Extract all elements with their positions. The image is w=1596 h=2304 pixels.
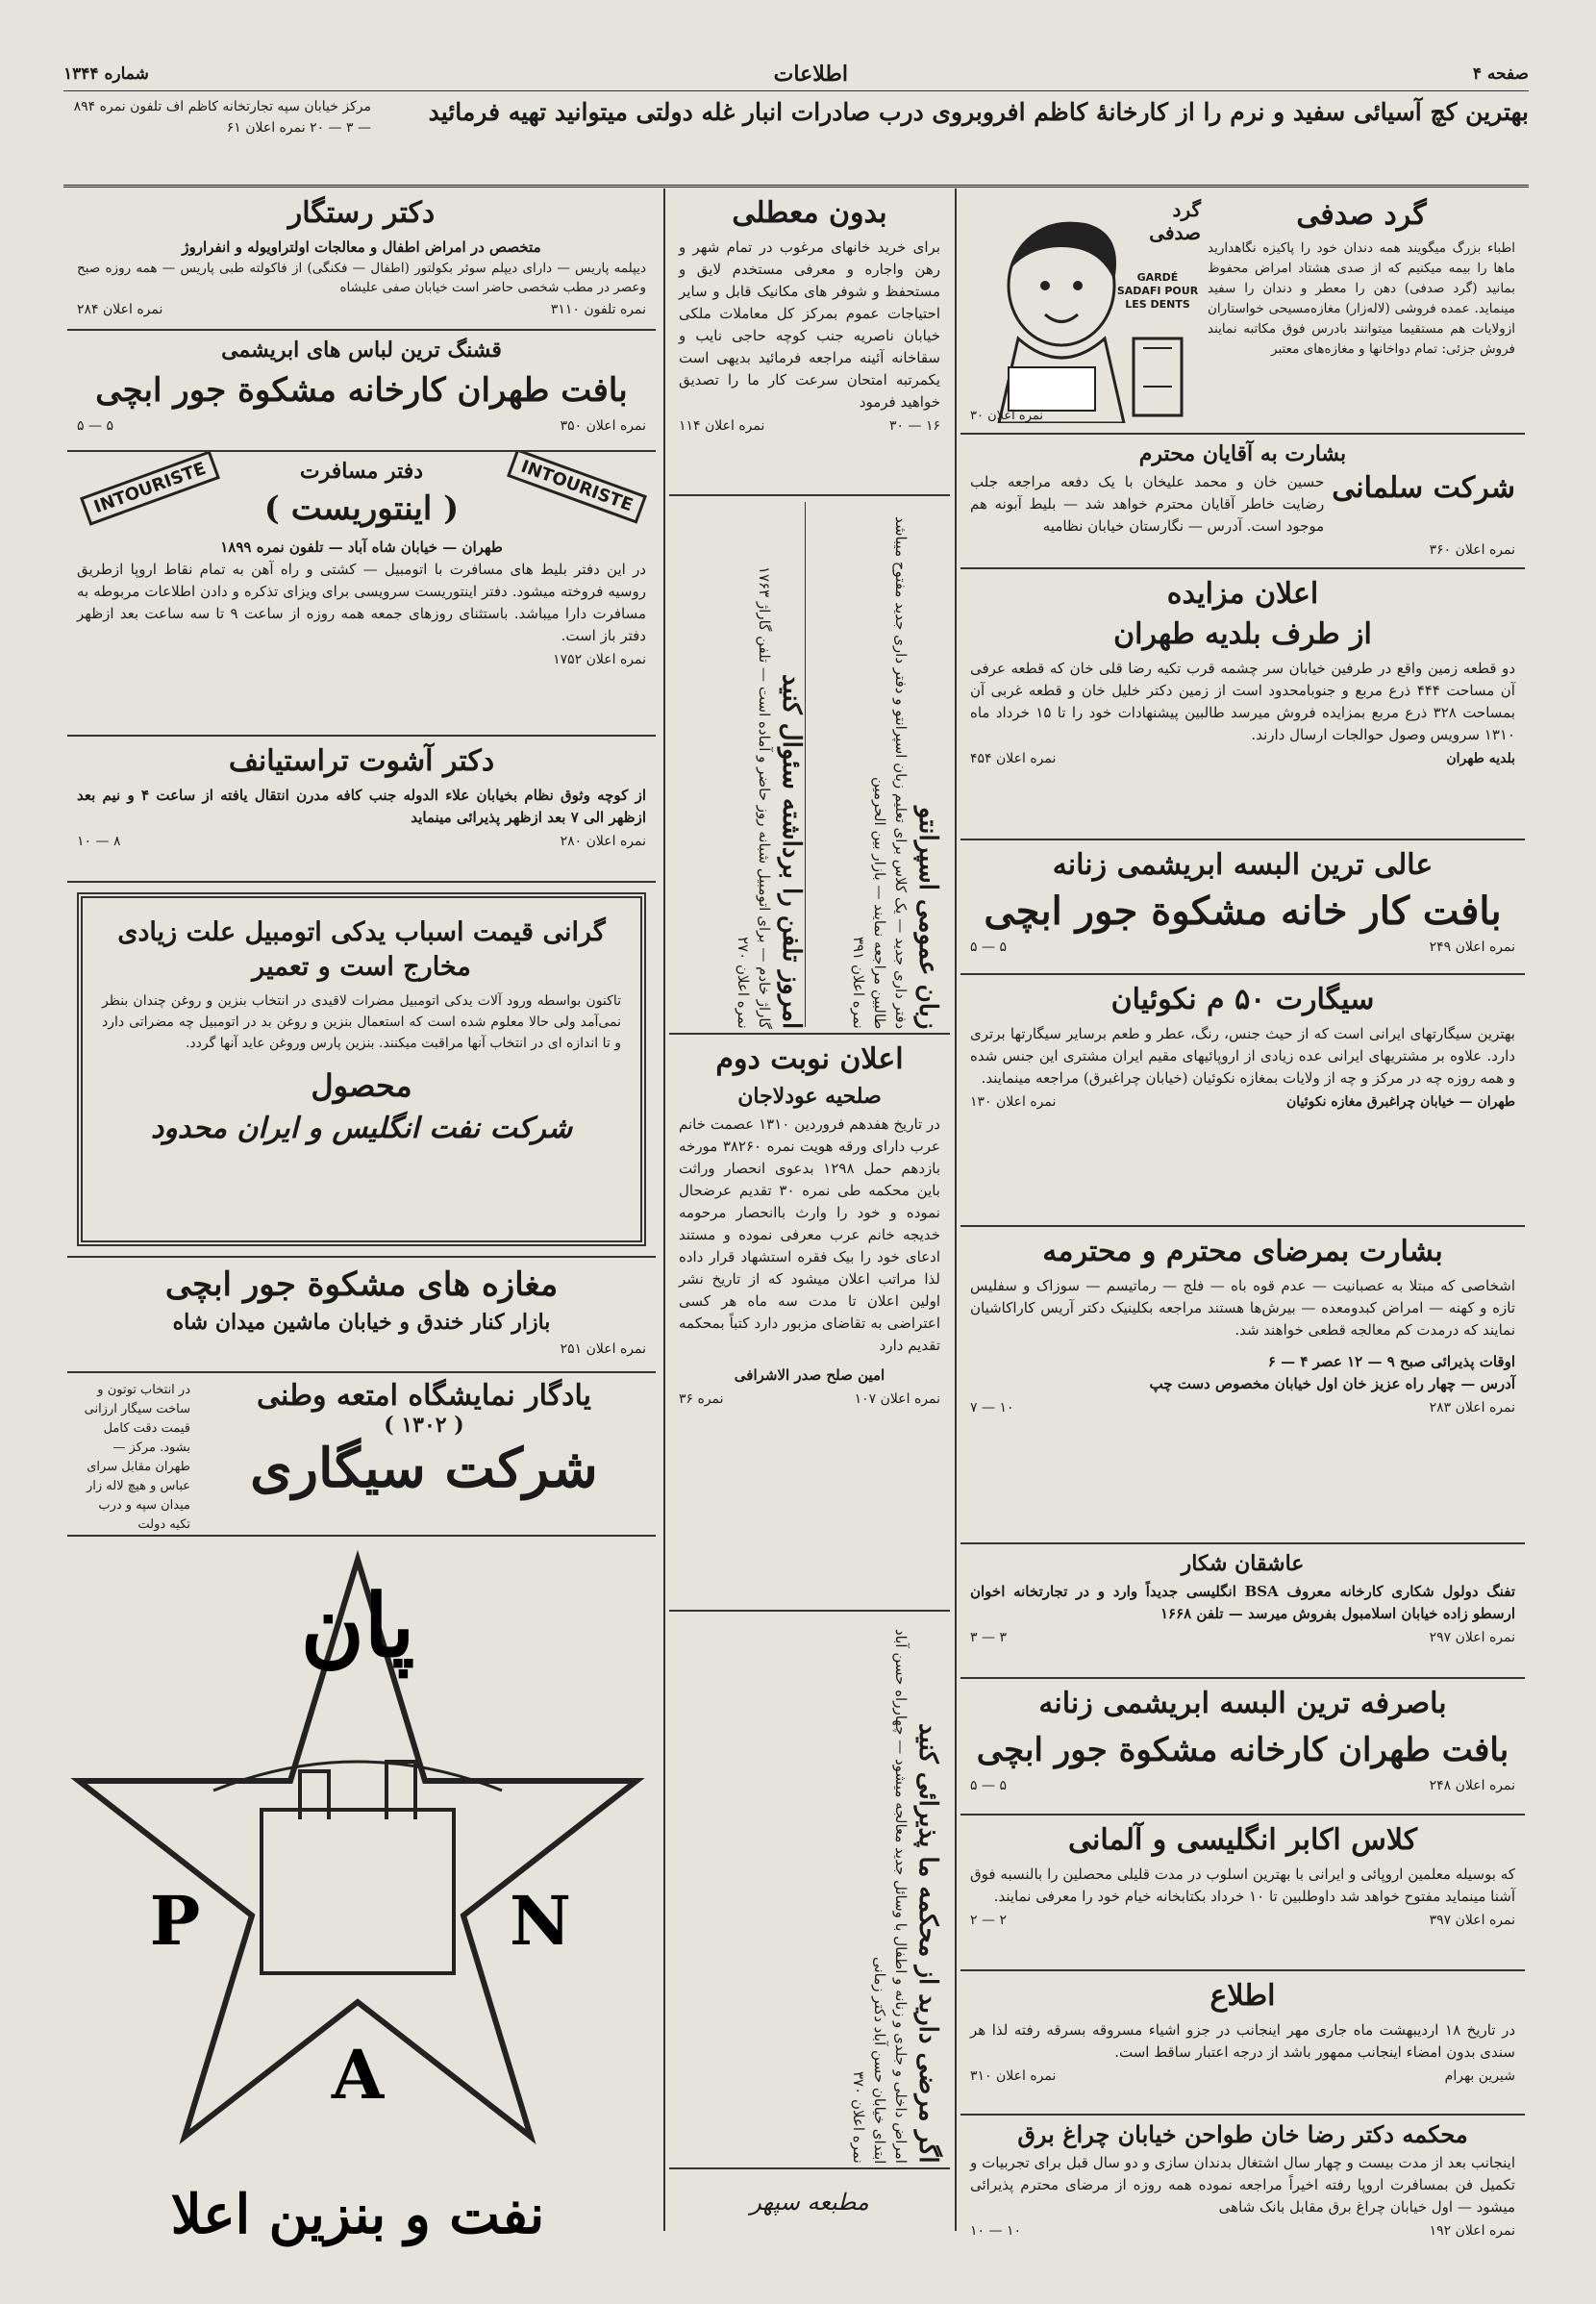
masthead bbox=[63, 58, 1529, 91]
ad-number: نمره اعلان ۴۵۴ bbox=[970, 751, 1057, 766]
ad-title: امروز تلفن را برداشته سئوال کنید bbox=[777, 673, 806, 1029]
ad-body: برای خرید خانهای مرغوب در تمام شهر و رهن واجاره و معرفی مستخدم لایق و مستحفظ و شوفر های مکانیک قابل و سایر احتیاجات عموم بمرکز کل معاملات ملکی خیابان ناصریه جنب کوچه حاجی نایب و سقاخانه آئینه مراجعه فرمائید بدیهی است یکمرتبه امتحان سرعت کار ما را تصدیق خواهید فرمود bbox=[679, 238, 940, 411]
ad-body: حسین خان و محمد علیخان با یک دفعه مراجعه جلب رضایت خاطر آقایان محترم خواهد شد — بلیط آبونه هم موجود است. آدرس — نگارستان خیابان نظامیه bbox=[970, 473, 1325, 535]
ad-number: نمره اعلان ۲۵۱ bbox=[560, 1341, 646, 1357]
middle-column bbox=[663, 188, 954, 2231]
paper-name: اطلاعات bbox=[773, 62, 848, 87]
ad-body: در تاریخ هفدهم فروردین ۱۳۱۰ عصمت خانم عرب دارای ورقه هویت نمره ۳۸۲۶۰ مورخه بازدهم حمل ۱۲۹۸ بدعوی انحصار وراثت باین محکمه طی نمره ۳۰ تقدیم عرضحال نموده و خود را وارث باانحصار مرحومه خدیجه خانم عرب معرفی نموده و مستند ادعای خود را بیک فقره استشهاد قرار داده لذا مراتب اعلان میشود که از تاریخ نشر اولین اعلان تا مدت سه ماه هر کسی اعتراضی به تقاضای مزبور دارد کتباً بمحکمه تقدیم دارد bbox=[679, 1115, 940, 1354]
banner-side-text: مرکز خیابان سپه تجارتخانه کاظم اف تلفون نمره ۸۹۴ — ۳ — ۲۰ نمره اعلان ۶۱ bbox=[73, 99, 371, 136]
pan-letter-p: P bbox=[149, 1881, 201, 1961]
ad-subtitle: صلحیه عودلاجان bbox=[737, 1084, 882, 1109]
ad-body: اشخاصی که مبتلا به عصبانیت — عدم قوه باه — فلج — رماتیسم — سوزاک و سفلیس تازه و کهنه — امراض کبدومعده — بیرش‌ها هستند مراجعه بکلینیک دکتر آریس کاراکاشیان نمایند که درمدت کم معالجه قطعی خواهند شد. bbox=[970, 1277, 1515, 1339]
ad-body: دفتر داری جدید — یک کلاس برای تعلیم زبان اسپرانتو و دفتر داری جدید مفتوح میباشد طالبین مراجعه نمایند — بازار بین الحرمین bbox=[871, 515, 910, 1029]
oil-ad-frame bbox=[77, 892, 646, 1246]
pan-slogan: نفت و بنزین اعلا bbox=[170, 2183, 545, 2246]
ad-number: نمره اعلان ۳۵۰ bbox=[560, 418, 646, 434]
ad-headline: شرکت سلمانی bbox=[1332, 471, 1515, 505]
ad-title: بشارت به آقایان محترم bbox=[1138, 441, 1347, 466]
ad-cigarette-nekouian bbox=[960, 975, 1525, 1227]
ad-body: امراض داخلی و جلدی و زنانه و اطفال با وسائل جدید معالجه میشود — چهارراه حسن آباد ابتدای خیابان حسن آباد دکتر زمانی bbox=[871, 1629, 910, 2164]
page-number: صفحه ۴ bbox=[1472, 64, 1529, 84]
intourist-stamp-left: INTOURISTE bbox=[80, 452, 220, 526]
pan-title: پان bbox=[300, 1575, 415, 1677]
ad-body: در تاریخ ۱۸ اردیبهشت ماه جاری مهر اینجانب در جزو اشیاء مسروقه بسرقه رفته لذا هر سندی بدون امضاء اینجانب ممهور باشد از درجه اعتبار ساقط است. bbox=[970, 2021, 1515, 2061]
ad-clinic-2 bbox=[669, 1617, 944, 2164]
banner-main-text: بهترین کچ آسیائی سفید و نرم را از کارخانهٔ کاظم افروبروی درب صادرات انبار غله دولتی میتوانید تهیه فرمائید bbox=[428, 98, 1529, 126]
ad-title: دکتر رستگار bbox=[287, 196, 436, 230]
ad-anglo-persian-oil bbox=[67, 883, 656, 1258]
ad-number: نمره اعلان ۲۴۸ bbox=[1429, 1778, 1515, 1793]
ad-body: اطباء بزرگ میگویند همه دندان خود را پاکیزه نگاهدارید ماها را بیمه میکنیم که از صدی هشتاد امراض محفوظ بمانید (گرد صدفی) دهن را معطر و دندان را سفید مینماید. عمده فروشی (لاله‌زار) مغازه‌مسیحی خواستاران ازولایات هم مستقیما میتوانند بادرس فوق مکاتبه نمایند فروش جزئی: تمام دواخانها و مغازه‌های معتبر bbox=[1208, 240, 1515, 357]
ad-title: باصرفه ترین البسه ابریشمی زنانه bbox=[1038, 1687, 1447, 1720]
ad-number: نمره اعلان ۳۰ bbox=[970, 409, 1044, 423]
ad-number: نمره اعلان ۱۱۴ bbox=[679, 418, 765, 434]
ad-title: عاشقان شکار bbox=[1181, 1551, 1305, 1576]
ad-cigarette-company bbox=[67, 1373, 656, 1537]
ad-clinic: بشارت بمرضای محترم و محترمه اشخاصی که مبتلا به عصبانیت — عدم قوه باه — فلج — رماتیسم — سوزاک و سفلیس تازه و کهنه — امراض کبدومعده — بیرش‌ها هستند مراجعه بکلینیک دکتر آریس کاراکاشیان نمایند که درمدت کم معالجه قطعی خواهند شد. اوقات پذیرائی صبح ۹ — ۱۲ عصر ۴ — ۶ آدرس — چهار راه عزیز خان اول خیابان مخصوص دست چپ نمره اعلان ۲۸۳ ۱۰ — ۷ bbox=[960, 1227, 1525, 1544]
ad-title: اگر مرضی دارید از محکمه ما پذیرائی کنید bbox=[913, 1723, 942, 2164]
ad-title: دفتر مسافرت bbox=[299, 459, 424, 484]
ad-number: نمره اعلان ۳۹۱ bbox=[850, 937, 867, 1029]
ad-body: از کوچه وثوق نظام بخیابان علاء الدوله جنب کافه مدرن انتقال یافته از ساعت ۴ و نیم بعد ازظهر الی ۷ بعد ازظهر پذیرائی مینماید bbox=[77, 787, 646, 826]
ad-hours: اوقات پذیرائی صبح ۹ — ۱۲ عصر ۴ — ۶ bbox=[1267, 1353, 1515, 1370]
right-column bbox=[955, 188, 1529, 2239]
ad-title: بشارت بمرضای محترم و محترمه bbox=[1042, 1235, 1443, 1268]
ad-title: زبان عمومی اسپرانتو bbox=[913, 806, 942, 1029]
ad-body: تاکنون بواسطه ورود آلات یدکی اتومبیل مضرات لاقیدی در انتخاب بنزین و روغن چندان بنظر نمی‌آمد ولی حالا معلوم شده است که استعمال بنزین و روغن بد در اتومبیل چه مضراتی دارد و تا اندازه ای در انتخاب آنها مراقبت میکنند. بنزین پارس وروغن عاید آنها گردد. bbox=[102, 993, 621, 1051]
ad-number: نمره اعلان ۳۷۰ bbox=[850, 2071, 867, 2164]
ad-number: نمره اعلان ۱۷۵۲ bbox=[553, 652, 646, 667]
ad-address: طهران — خیابان چراغبرق مغازه نکوئیان bbox=[1286, 1094, 1515, 1110]
ad-body: که بوسیله معلمین اروپائی و ایرانی با بهترین اسلوب در مدت قلیلی محصلین را بالنسبه فوق آشنا مینماید مفتوح خواهد شد داوطلبین تا ۱۰ خرداد بکتابخانه خیام خود را معرفی نمایند. bbox=[970, 1866, 1515, 1905]
ad-number: نمره اعلان ۲۹۷ bbox=[1429, 1630, 1515, 1645]
ad-notice bbox=[960, 1971, 1525, 2116]
ad-body: اینجانب بعد از مدت بیست و چهار سال اشتغال بدندان سازی و دو سال قبل برای تجربیات و تکمیل فن بمسافرت اروپا رفته اخیراً مراجعه نموده همه روزه از مرضای محترم پذیرائی میشود — اول خیابان چراغ برق مقابل بانک شاهی bbox=[970, 2154, 1515, 2216]
ad-product-label: محصول bbox=[311, 1067, 412, 1104]
ad-number: نمره اعلان ۲۴۹ bbox=[1429, 939, 1515, 955]
ad-headline: ( اینتوریست ) bbox=[263, 489, 460, 528]
ad-title: محکمه دکتر رضا خان طواحن خیابان چراغ برق bbox=[1017, 2120, 1468, 2148]
left-column bbox=[63, 188, 660, 2246]
ad-number: نمره اعلان ۱۹۲ bbox=[1429, 2223, 1515, 2239]
ad-silk-2: باصرفه ترین البسه ابریشمی زنانه بافت طهران کارخانه مشکوة جور ابچی نمره اعلان ۲۴۸ ۵ — ۵ bbox=[960, 1679, 1525, 1816]
ad-headline: شرکت سیگاری bbox=[250, 1437, 598, 1500]
ad-body: دو قطعه زمین واقع در طرفین خیابان سر چشمه قرب تکیه رضا قلی خان که قطعه عرفی آن مساحت ۴۴۴ ذرع مربع و جنوبامحدود است از زمین دکتر خلیل خان و قطعه غربی آن بمساحت ۳۲۸ ذرع مربع بمزایده فروش میرسد طالبین پیشنهادات خود را تا ۱۵ خرداد ماه ۱۳۱۰ سرویس وصول حوالجات ارسال دارند. bbox=[970, 660, 1515, 743]
pan-letter-a: A bbox=[331, 2035, 385, 2115]
ad-number-2: نمره ۳۶ bbox=[679, 1391, 724, 1407]
ad-title: گرد صدفی bbox=[1296, 198, 1427, 232]
ad-body: گاراژ خادم — برای اتومبیل شبانه روز حاضر و آماده است — تلفن گاراژ ۱۷۶۳ bbox=[756, 565, 773, 1029]
ad-title: یادگار نمایشگاه امتعه وطنی bbox=[257, 1379, 591, 1413]
ad-number: نمره اعلان ۳۱۰ bbox=[970, 2068, 1057, 2084]
ad-auction bbox=[960, 569, 1525, 840]
banner-ad bbox=[63, 92, 1529, 188]
oil-can-icon bbox=[262, 1810, 454, 1973]
ad-title: بدون معطلی bbox=[732, 196, 887, 230]
ad-tel: نمره تلفون ۳۱۱۰ bbox=[550, 302, 646, 317]
ad-headline: بافت طهران کارخانه مشکوة جور ابچی bbox=[976, 1731, 1509, 1769]
ad-court-notice bbox=[669, 1035, 950, 1612]
ad-number: نمره اعلان ۳۹۷ bbox=[1429, 1913, 1515, 1928]
ad-title: قشنگ ترین لباس های ابریشمی bbox=[221, 338, 502, 363]
ad-headline: بافت کار خانه مشکوة جور ابچی bbox=[984, 889, 1502, 934]
ad-hunting: عاشقان شکار تفنگ دولول شکاری کارخانه معروف BSA انگلیسی جدیداً وارد و در تجارتخانه اخوان ارسطو زاده خیابان اسلامبول بفروش میرسد — تلفن ۱۶۶۸ نمره اعلان ۲۹۷ ۳ — ۳ bbox=[960, 1544, 1525, 1679]
ad-subtitle: متخصص در امراض اطفال و معالجات اولتراویوله و انفراروژ bbox=[182, 238, 541, 256]
ad-garde-sadafi bbox=[960, 188, 1525, 435]
ad-title: اعلان مزایده bbox=[1166, 577, 1319, 611]
ad-signature: بلدیه طهران bbox=[1446, 751, 1515, 766]
ad-number: نمره اعلان ۲۷۰ bbox=[735, 937, 752, 1029]
vertical-ads-group-1 bbox=[669, 496, 950, 1035]
garde-brand-latin: GARDÉ SADAFI POUR LES DENTS bbox=[1116, 271, 1199, 311]
ad-real-estate: بدون معطلی برای خرید خانهای مرغوب در تمام شهر و رهن واجاره و معرفی مستخدم لایق و مستحفظ و شوفر های مکانیک قابل و سایر احتیاجات عموم بمرکز کل معاملات ملکی خیابان ناصریه جنب کوچه حاجی نایب و سقاخانه آئینه مراجعه فرمائید بدیهی است یکمرتبه امتحان سرعت کار ما را تصدیق خواهید فرمود ۱۶ — ۳۰ نمره اعلان ۱۱۴ bbox=[669, 188, 950, 496]
ad-company: شرکت نفت انگلیس و ایران محدود bbox=[150, 1112, 573, 1145]
intourist-stamp-right: INTOURISTE bbox=[507, 452, 647, 524]
pan-letter-n: N bbox=[510, 1881, 571, 1961]
ad-salmani bbox=[960, 435, 1525, 569]
ad-body: بهترین سیگارتهای ایرانی است که از حیث جنس، رنگ، عطر و طعم برسایر سیگارتها برتری دارد. علاوه بر مشتریهای ایرانی عده زیادی از اروپائیهای مقیم ایران مشتری این جنس شده و همه روزه چه در مرکز و چه از ولایات بمغازه نکوئیان (خیابان چراغبرق) مراجعه مینمایند. bbox=[970, 1025, 1515, 1087]
ad-title: سیگارت ۵۰ م نکوئیان bbox=[1110, 983, 1375, 1016]
printer-signature: مطبعه سپهر bbox=[750, 2189, 869, 2216]
ad-dr-rastegar bbox=[67, 188, 656, 331]
ad-title: کلاس اکابر انگلیسی و آلمانی bbox=[1067, 1823, 1418, 1857]
ad-body: دیپلمه پاریس — دارای دیپلم سوئر بکولتور (اطفال — فکنگی) از فاکولته طبی پاریس — همه روزه صبح وعصر در مطب شخصی حاضر است خیابان صفی علیشاه bbox=[77, 261, 646, 295]
ad-body: در این دفتر بلیط های مسافرت با اتومبیل — کشتی و راه آهن به تمام نقاط اروپا ازطریق روسیه فروخته میشود. دفتر اینتوریست سرویسی برای ویزای تذکره و دادن اطلاعات مربوطه به مسافرت دارا میباشد. باستثنای روزهای جمعه همه روزه از ساعت ۹ تا سه ساعت بعد ازظهر دفتر باز است. bbox=[77, 561, 646, 644]
ad-headline: بافت طهران کارخانه مشکوة جور ابچی bbox=[95, 371, 628, 410]
ad-esperanto bbox=[810, 502, 944, 1029]
garde-illustration bbox=[970, 194, 1201, 423]
ad-silk-3: قشنگ ترین لباس های ابریشمی بافت طهران کارخانه مشکوة جور ابچی نمره اعلان ۳۵۰ ۵ — ۵ bbox=[67, 331, 656, 452]
ad-title: اطلاع bbox=[1209, 1979, 1276, 2013]
ad-number: نمره اعلان ۲۸۴ bbox=[77, 302, 163, 317]
ad-dr-ashot: دکتر آشوت تراستیانف از کوچه وثوق نظام بخیابان علاء الدوله جنب کافه مدرن انتقال یافته از ساعت ۴ و نیم بعد ازظهر الی ۷ بعد ازظهر پذیرائی مینماید نمره اعلان ۲۸۰ ۸ — ۱۰ bbox=[67, 737, 656, 883]
ad-address: طهران — خیابان شاه آباد — تلفون نمره ۱۸۹۹ bbox=[220, 538, 503, 556]
vertical-ads-group-2 bbox=[669, 1612, 950, 2169]
ad-year: ( ۱۳۰۲ ) bbox=[384, 1413, 464, 1438]
ad-title: دکتر آشوت تراستیانف bbox=[228, 744, 495, 778]
ad-number: نمره اعلان ۳۶۰ bbox=[1429, 542, 1515, 558]
ad-address: بازار کنار خندق و خیابان ماشین میدان شاه bbox=[172, 1310, 551, 1335]
ad-title: گرانی قیمت اسباب یدکی اتومبیل علت زیادی مخارج است و تعمیر bbox=[117, 917, 606, 982]
ad-pan-oil bbox=[67, 1537, 656, 2304]
ad-signature: شیرین بهرام bbox=[1444, 2068, 1515, 2084]
ad-dentist: محکمه دکتر رضا خان طواحن خیابان چراغ برق اینجانب بعد از مدت بیست و چهار سال اشتغال بدندان سازی و دو سال قبل برای تجربیات و تکمیل فن بمسافرت اروپا رفته اخیراً مراجعه نموده همه روزه از مرضای محترم پذیرائی میشود — اول خیابان چراغ برق مقابل بانک شاهی نمره اعلان ۱۹۲ ۱۰ — ۱۰ bbox=[960, 2116, 1525, 2266]
ad-number: نمره اعلان ۱۳۰ bbox=[970, 1094, 1057, 1110]
ad-garage bbox=[675, 502, 808, 1029]
ad-number: نمره اعلان ۲۸۰ bbox=[560, 834, 646, 849]
ad-title: اعلان نوبت دوم bbox=[715, 1042, 904, 1076]
ad-title: عالی ترین البسه ابریشمی زنانه bbox=[1052, 848, 1434, 882]
garde-logo-text: گرد صدفی bbox=[1149, 198, 1201, 244]
newspaper-page bbox=[63, 58, 1529, 2246]
ad-subtitle: از طرف بلدیه طهران bbox=[1113, 617, 1372, 651]
ad-title: مغازه های مشکوة جور ابچی bbox=[164, 1265, 559, 1304]
ad-number: نمره اعلان ۱۰۷ bbox=[854, 1391, 940, 1407]
pan-star-emblem bbox=[69, 1540, 646, 2291]
ad-side-text: در انتخاب توتون و ساخت سیگار ارزانی قیمت دقت کامل بشود. مرکز — طهران مقابل سرای عباس و هیچ لاله زار میدان سپه و درب تکیه دولت bbox=[84, 1383, 190, 1532]
ad-meshkat-shops bbox=[67, 1258, 656, 1373]
ad-signature: امین صلح صدر الاشرافی bbox=[734, 1366, 885, 1384]
ad-intourist bbox=[67, 452, 656, 737]
ad-silk-1: عالی ترین البسه ابریشمی زنانه بافت کار خانه مشکوة جور ابچی نمره اعلان ۲۴۹ ۵ — ۵ bbox=[960, 840, 1525, 975]
ad-body: تفنگ دولول شکاری کارخانه معروف BSA انگلیسی جدیداً وارد و در تجارتخانه اخوان ارسطو زاده خیابان اسلامبول بفروش میرسد — تلفن ۱۶۶۸ bbox=[970, 1583, 1515, 1622]
issue-number: شماره ۱۳۴۴ bbox=[63, 64, 149, 84]
ad-number: نمره اعلان ۲۸۳ bbox=[1429, 1400, 1515, 1415]
ad-address: آدرس — چهار راه عزیز خان اول خیابان مخصوص دست چپ bbox=[1149, 1375, 1515, 1392]
ad-language-class: کلاس اکابر انگلیسی و آلمانی که بوسیله معلمین اروپائی و ایرانی با بهترین اسلوب در مدت قلیلی محصلین را بالنسبه فوق آشنا مینماید مفتوح خواهد شد داوطلبین تا ۱۰ خرداد بکتابخانه خیام خود را معرفی نمایند. نمره اعلان ۳۹۷ ۲ — ۲ bbox=[960, 1816, 1525, 1971]
